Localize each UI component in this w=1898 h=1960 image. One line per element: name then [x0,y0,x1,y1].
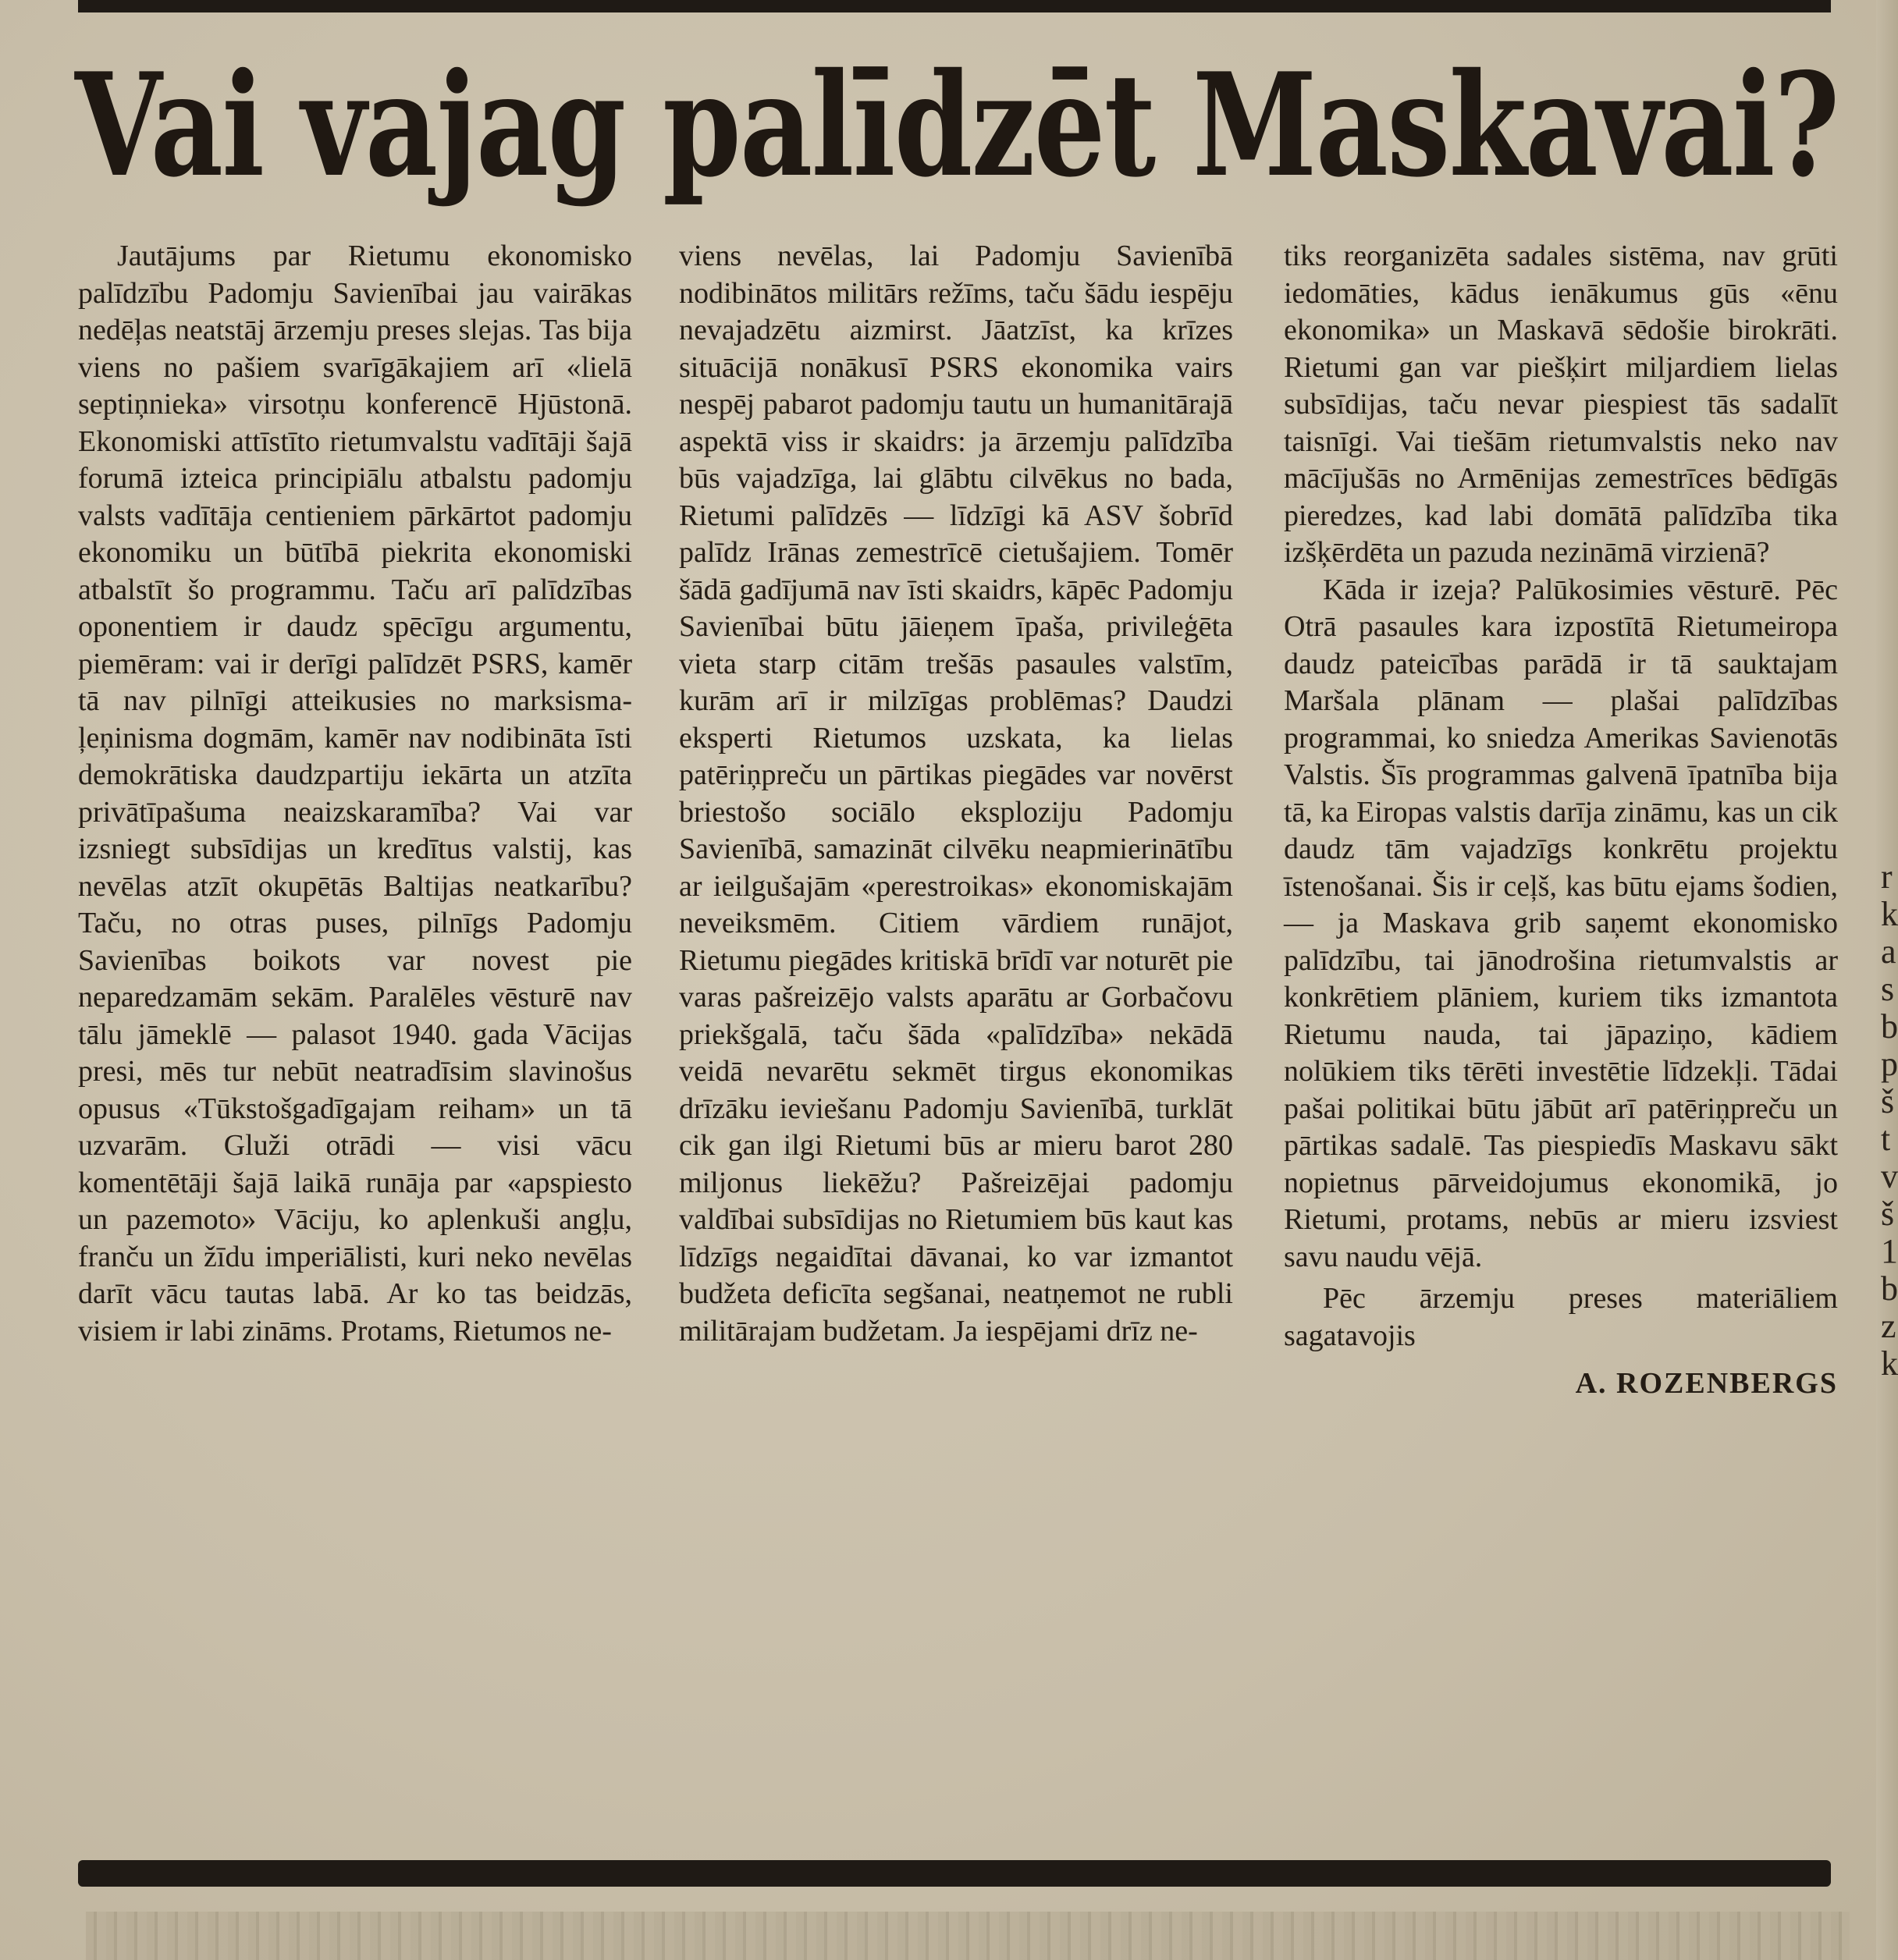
bottom-rule [78,1860,1831,1887]
column-3-paragraph-2: Kāda ir izeja? Palūkosimies vēsturē. Pēc Otrā pasaules kara izpostītā Rietumeiropa daudz pateicības parādā ir tā sauktajam Maršala plānam — plašai palīdzības programmai, ko sniedza Amerikas Savienotās Valstis. Šīs programmas galvenā īpatnība bija tā, ka Eiropas valstis darīja zināmu, kas un cik daudz tām vajadzīgs konkrētu projektu īstenošanai. Šis ir ceļš, kas būtu ejams šodien, — ja Maskava grib saņemt ekonomisko palīdzību, tai jānodrošina rietumvalstis ar konkrētiem plāniem, kuriem tiks izmantota Rietumu nauda, tai jāpaziņo, kādiem nolūkiem tiks tērēti investētie līdzekļi. Tādai pašai politikai būtu jābūt arī patēriņpreču un pārtikas sadalē. Tas piespiedīs Maskavu sākt nopietnus pārveidojumus ekonomikā, jo Rietumi, protams, nebūs ar mieru izsviest savu naudu vējā. [1284,573,1838,1273]
article-column-3 [1284,238,1838,1403]
adjacent-column-fragment: r k a s b p š t v š 1 b z k [1881,858,1898,1383]
source-credit: Pēc ārzemju preses materiāliem sagatavojis [1284,1282,1838,1352]
column-2-paragraph-1: viens nevēlas, lai Padomju Savienībā nodibinātos militārs režīms, taču šādu iespēju nevajadzētu aizmirst. Jāatzīst, ka krīzes situācijā nonākusī PSRS ekonomika vairs nespēj pabarot padomju tautu un humanitārajā aspektā viss ir skaidrs: ja ārzemju palīdzība būs vajadzīga, lai glābtu cilvēkus no bada, Rietumi palīdzēs — līdzīgi kā ASV šobrīd palīdz Irānas zemestrīcē cietušajiem. Tomēr šādā gadījumā nav īsti skaidrs, kāpēc Padomju Savienībai būtu jāieņem īpaša, privileģēta vieta starp citām trešās pasaules valstīm, kurām arī ir milzīgas problēmas? Daudzi eksperti Rietumos uzskata, ka lielas patēriņpreču un pārtikas piegādes var novērst briestošo sociālo eksploziju Padomju Savienībā, samazināt cilvēku neapmierinātību ar ieilgušajām «perestroikas» ekonomiskajām neveiksmēm. Citiem vārdiem runājot, Rietumu piegādes kritiskā brīdī var noturēt pie varas pašreizējo valsts aparātu ar Gorbačovu priekšgalā, taču šāda «palīdzība» nekādā veidā nevarētu sekmēt tirgus ekonomikas drīzāku ieviešanu Padomju Savienībā, turklāt cik gan ilgi Rietumi būs ar mieru barot 280 miljonus liekēžu? Pašreizējai padomju valdībai subsīdijas no Rietumiem būs kaut kas līdzīgs negaidītai dāvanai, ko var izmantot budžeta deficīta segšanai, neatņemot ne rubli militārajam budžetam. Ja iespējami drīz ne- [679,240,1233,1348]
article-column-1 [78,238,632,1350]
column-3-paragraph-1: tiks reorganizēta sadales sistēma, nav grūti iedomāties, kādus ienākumus gūs «ēnu ekonomika» un Maskavā sēdošie birokrāti. Rietumi gan var piešķirt miljardiem lielas subsīdijas, taču nevar piespiest tās sadalīt taisnīgi. Vai tiešām rietumvalstis neko nav mācījušās no Armēnijas zemestrīces bēdīgās pieredzes, kad labi domātā palīdzība tika izšķērdēta un pazuda nezināmā virzienā? [1284,240,1838,569]
next-article-strip [86,1912,1850,1960]
column-1-paragraph-1: Jautājums par Rietumu ekonomisko palīdzību Padomju Savienībai jau vairākas nedēļas neatstāj ārzemju preses slejas. Tas bija viens no pašiem svarīgākajiem arī «lielā septiņnieka» virsotņu konferencē Hjūstonā. Ekonomiski attīstīto rietumvalstu vadītāji šajā forumā izteica principiālu atbalstu padomju valsts vadītāja centieniem pārkārtot padomju ekonomiku un būtībā piekrita ekonomiski atbalstīt šo programmu. Taču arī palīdzības oponentiem ir daudz spēcīgu argumentu, piemēram: vai ir derīgi palīdzēt PSRS, kamēr tā nav pilnīgi atteikusies no marksisma-ļeņinisma dogmām, kamēr nav nodibināta īsti demokrātiska daudzpartiju iekārta un atzīta privātīpašuma neaizskaramība? Vai var izsniegt subsīdijas un kredītus valstij, kas nevēlas atzīt okupētās Baltijas neatkarību? Taču, no otras puses, pilnīgs Padomju Savienības boikots var novest pie neparedzamām sekām. Paralēles vēsturē nav tālu jāmeklē — palasot 1940. gada Vācijas presi, mēs tur nebūt neatradīsim slavinošus opusus «Tūkstošgadīgajam reiham» un tā uzvarām. Gluži otrādi — visi vācu komentētāji šajā laikā runāja par «apspiesto un pazemoto» Vāciju, ko aplenkuši angļu, franču un žīdu imperiālisti, kuri neko nevēlas darīt vācu tautas labā. Ar ko tas beidzās, visiem ir labi zināms. Protams, Rietumos ne- [78,240,632,1348]
headline: Vai vajag palīdzēt Maskavai? [75,41,1839,208]
article-column-2 [679,238,1233,1350]
top-rule [78,0,1831,12]
author-signature: A. ROZENBERGS [1575,1367,1838,1400]
